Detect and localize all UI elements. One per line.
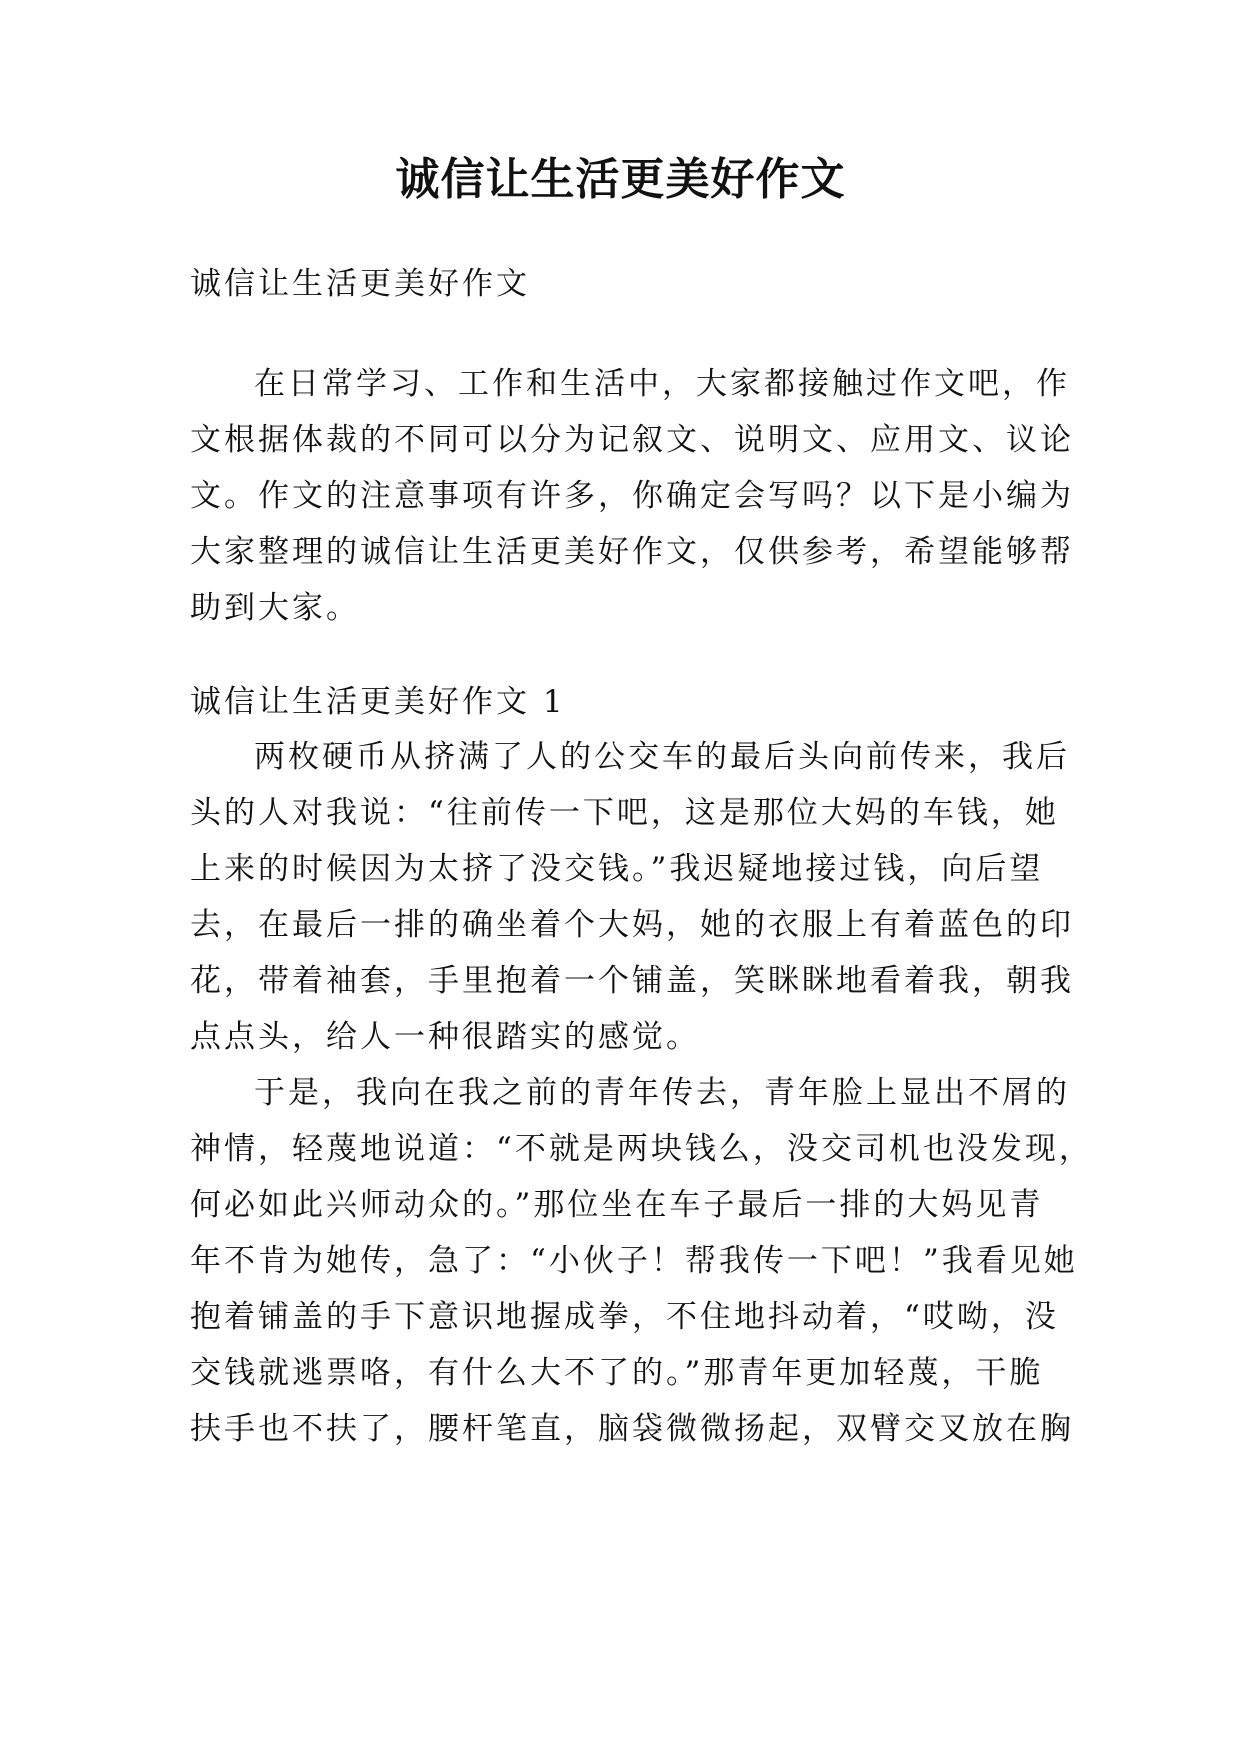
document-subtitle: 诚信让生活更美好作文 bbox=[190, 266, 530, 302]
paragraph-line: 去，在最后一排的确坐着个大妈，她的衣服上有着蓝色的印 bbox=[190, 907, 1074, 943]
paragraph-line: 头的人对我说：“往前传一下吧，这是那位大妈的车钱，她 bbox=[190, 795, 1059, 831]
paragraph-line: 交钱就逃票咯，有什么大不了的。”那青年更加轻蔑，干脆 bbox=[190, 1355, 1044, 1391]
paragraph-line: 点点头，给人一种很踏实的感觉。 bbox=[190, 1019, 700, 1055]
intro-line: 在日常学习、工作和生活中，大家都接触过作文吧，作 bbox=[254, 366, 1070, 402]
paragraph-line: 年不肯为她传，急了：“小伙子！帮我传一下吧！”我看见她 bbox=[190, 1243, 1078, 1279]
intro-line: 助到大家。 bbox=[190, 590, 360, 626]
paragraph-line: 扶手也不扶了，腰杆笔直，脑袋微微扬起，双臂交叉放在胸 bbox=[190, 1411, 1074, 1447]
paragraph-line: 何必如此兴师动众的。”那位坐在车子最后一排的大妈见青 bbox=[190, 1187, 1044, 1223]
paragraph-line: 抱着铺盖的手下意识地握成拳，不住地抖动着，“哎呦，没 bbox=[190, 1299, 1059, 1335]
section-heading: 诚信让生活更美好作文 1 bbox=[190, 684, 566, 720]
intro-line: 文根据体裁的不同可以分为记叙文、说明文、应用文、议论 bbox=[190, 422, 1074, 458]
paragraph-line: 于是，我向在我之前的青年传去，青年脸上显出不屑的 bbox=[254, 1075, 1070, 1111]
paragraph-line: 花，带着袖套，手里抱着一个铺盖，笑眯眯地看着我，朝我 bbox=[190, 963, 1074, 999]
paragraph-line: 上来的时候因为太挤了没交钱。”我迟疑地接过钱，向后望 bbox=[190, 851, 1044, 887]
intro-line: 大家整理的诚信让生活更美好作文，仅供参考，希望能够帮 bbox=[190, 534, 1074, 570]
document-title: 诚信让生活更美好作文 bbox=[395, 154, 846, 205]
intro-line: 文。作文的注意事项有许多，你确定会写吗？以下是小编为 bbox=[190, 478, 1074, 514]
paragraph-line: 两枚硬币从挤满了人的公交车的最后头向前传来，我后 bbox=[254, 739, 1070, 775]
paragraph-line: 神情，轻蔑地说道：“不就是两块钱么，没交司机也没发现， bbox=[190, 1131, 1093, 1167]
